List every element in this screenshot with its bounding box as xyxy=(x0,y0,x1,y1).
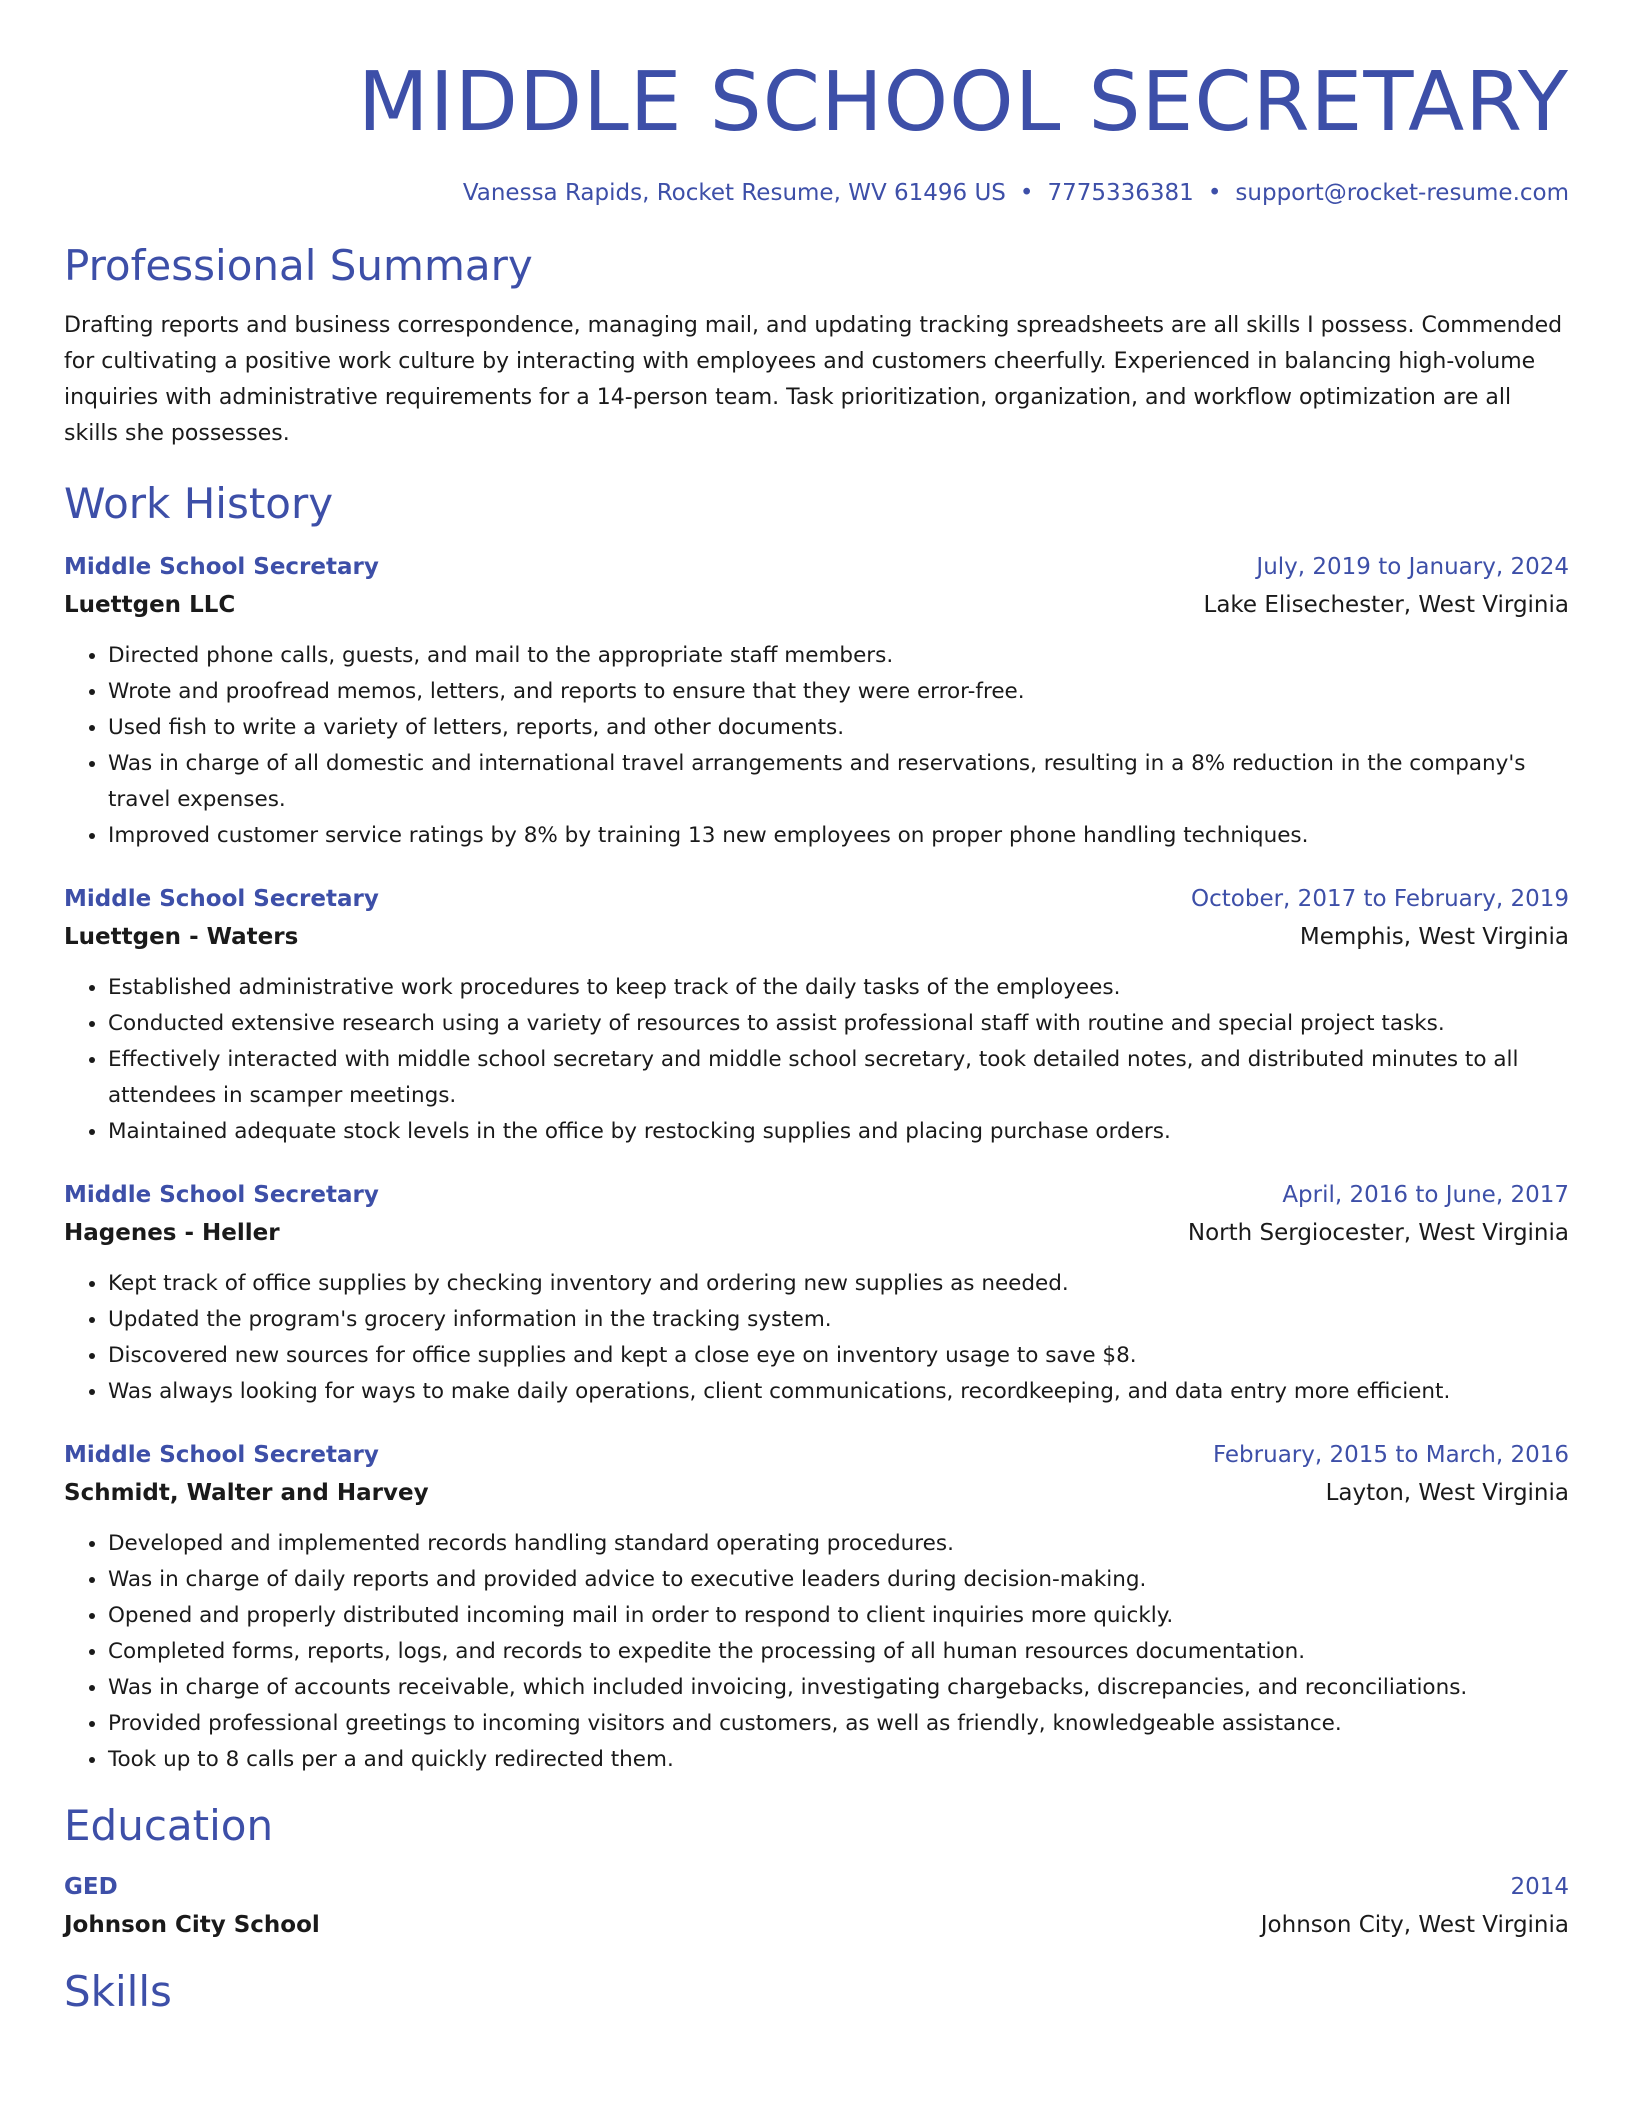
job-bullet: • Provided professional greetings to incoming visitors and customers, as well as friendly, knowledgeable assistance. xyxy=(108,1706,1569,1742)
job-bullet: • Was in charge of accounts receivable, which included invoicing, investigating chargebacks, discrepancies, and reconciliations. xyxy=(108,1670,1569,1706)
candidate-title: MIDDLE SCHOOL SECRETARY xyxy=(357,55,1569,150)
job-company-row xyxy=(64,1214,1569,1252)
job-entry xyxy=(64,548,1569,854)
job-bullet: • Wrote and proofread memos, letters, and reports to ensure that they were error-free. xyxy=(108,674,1569,710)
education-degree: GED xyxy=(64,1874,118,1900)
job-header-row xyxy=(64,880,1569,918)
education-year: 2014 xyxy=(1510,1874,1569,1900)
summary-heading: Professional Summary xyxy=(64,241,533,290)
job-header-row xyxy=(64,548,1569,586)
job-bullet: • Opened and properly distributed incoming mail in order to respond to client inquiries more quickly. xyxy=(108,1598,1569,1634)
job-company-row xyxy=(64,918,1569,956)
job-bullets xyxy=(64,970,1569,1150)
job-location: Lake Elisechester, West Virginia xyxy=(1203,592,1569,618)
job-dates: February, 2015 to March, 2016 xyxy=(1212,1442,1569,1468)
job-company: Hagenes - Heller xyxy=(64,1220,280,1246)
job-bullet: • Was always looking for ways to make daily operations, client communications, recordkeeping, and data entry more efficient. xyxy=(108,1374,1569,1410)
job-company-row xyxy=(64,1474,1569,1512)
job-bullet: • Developed and implemented records handling standard operating procedures. xyxy=(108,1526,1569,1562)
job-role: Middle School Secretary xyxy=(64,886,379,912)
job-entry xyxy=(64,1176,1569,1410)
resume-header xyxy=(64,52,1569,210)
job-bullet: • Conducted extensive research using a variety of resources to assist professional staff with routine and special project tasks. xyxy=(108,1006,1569,1042)
education-school-row xyxy=(64,1906,1569,1944)
job-company-row xyxy=(64,586,1569,624)
job-dates: April, 2016 to June, 2017 xyxy=(1282,1182,1569,1208)
education-school: Johnson City School xyxy=(64,1912,320,1938)
work-history-heading: Work History xyxy=(64,479,334,528)
job-company: Luettgen - Waters xyxy=(64,924,299,950)
education-entry xyxy=(64,1868,1569,1944)
job-bullet: • Was in charge of all domestic and international travel arrangements and reservations, resulting in a 8% reduction in the company's travel expenses. xyxy=(108,746,1569,818)
job-bullets xyxy=(64,638,1569,854)
job-header-row xyxy=(64,1436,1569,1474)
job-role: Middle School Secretary xyxy=(64,1182,379,1208)
job-company: Schmidt, Walter and Harvey xyxy=(64,1480,429,1506)
job-header-row xyxy=(64,1176,1569,1214)
job-bullet: • Directed phone calls, guests, and mail to the appropriate staff members. xyxy=(108,638,1569,674)
contact-address: Vanessa Rapids, Rocket Resume, WV 61496 US xyxy=(462,180,1006,206)
skills-heading: Skills xyxy=(64,1967,172,2016)
job-location: Memphis, West Virginia xyxy=(1299,924,1569,950)
job-company: Luettgen LLC xyxy=(64,592,236,618)
education-location: Johnson City, West Virginia xyxy=(1260,1912,1569,1938)
job-entry xyxy=(64,1436,1569,1778)
job-dates: July, 2019 to January, 2024 xyxy=(1256,554,1569,580)
job-role: Middle School Secretary xyxy=(64,1442,379,1468)
job-bullet: • Took up to 8 calls per a and quickly redirected them. xyxy=(108,1742,1569,1778)
job-bullet: • Completed forms, reports, logs, and records to expedite the processing of all human resources documentation. xyxy=(108,1634,1569,1670)
job-role: Middle School Secretary xyxy=(64,554,379,580)
summary-text: Drafting reports and business correspondence, managing mail, and updating tracking spreadsheets are all skills I possess. Commended for cultivating a positive work culture by interacting with employees and customers cheerfully. Experienced in balancing high-volume inquiries with administrative requirements for a 14-person team. Task prioritization, organization, and workflow optimization are all skills she possesses. xyxy=(64,313,1563,446)
job-entry xyxy=(64,880,1569,1150)
job-bullet: • Used fish to write a variety of letters, reports, and other documents. xyxy=(108,710,1569,746)
job-bullets xyxy=(64,1266,1569,1410)
job-bullets xyxy=(64,1526,1569,1778)
job-location: Layton, West Virginia xyxy=(1325,1480,1569,1506)
education-heading: Education xyxy=(64,1801,274,1850)
job-bullet: • Was in charge of daily reports and provided advice to executive leaders during decision-making. xyxy=(108,1562,1569,1598)
job-bullet: • Established administrative work procedures to keep track of the daily tasks of the employees. xyxy=(108,970,1569,1006)
job-bullet: • Effectively interacted with middle school secretary and middle school secretary, took detailed notes, and distributed minutes to all attendees in scamper meetings. xyxy=(108,1042,1569,1114)
job-bullet: • Updated the program's grocery information in the tracking system. xyxy=(108,1302,1569,1338)
job-bullet: • Improved customer service ratings by 8% by training 13 new employees on proper phone handling techniques. xyxy=(108,818,1569,854)
contact-separator: • xyxy=(1207,180,1222,206)
contact-phone: 7775336381 xyxy=(1047,180,1194,206)
job-bullet: • Kept track of office supplies by checking inventory and ordering new supplies as needed. xyxy=(108,1266,1569,1302)
contact-separator: • xyxy=(1019,180,1034,206)
job-location: North Sergiocester, West Virginia xyxy=(1187,1220,1569,1246)
job-dates: October, 2017 to February, 2019 xyxy=(1191,886,1569,912)
contact-email: support@rocket-resume.com xyxy=(1235,180,1569,206)
job-bullet: • Discovered new sources for office supplies and kept a close eye on inventory usage to save $8. xyxy=(108,1338,1569,1374)
job-bullet: • Maintained adequate stock levels in the office by restocking supplies and placing purchase orders. xyxy=(108,1114,1569,1150)
contact-line xyxy=(64,176,1569,210)
education-degree-row xyxy=(64,1868,1569,1906)
